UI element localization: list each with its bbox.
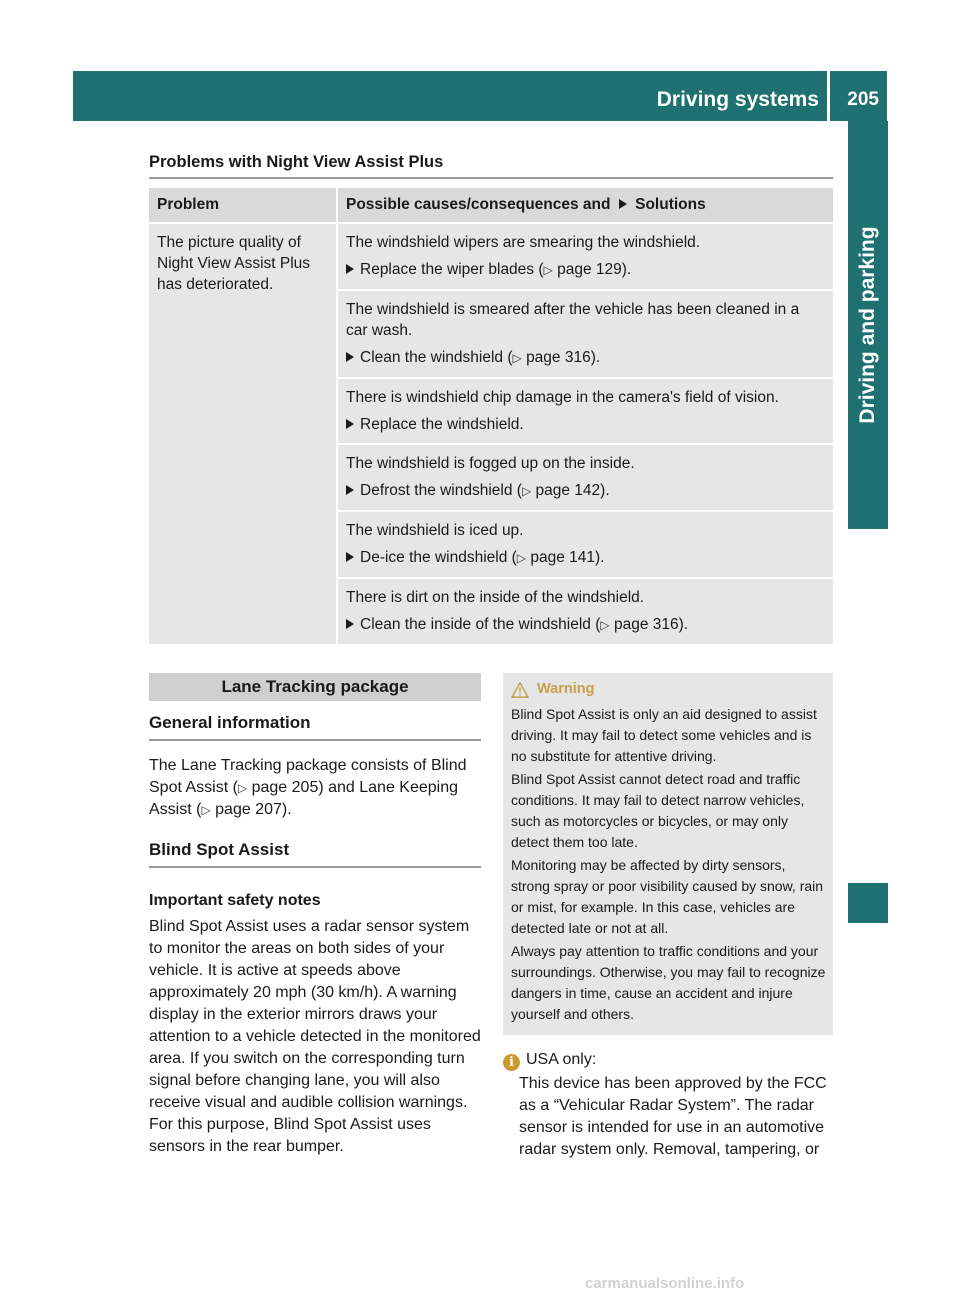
cause-text: The windshield is smeared after the vehicle has been cleaned in a car wash. (346, 301, 800, 339)
cause-text: The windshield wipers are smearing the windshield. (346, 234, 701, 251)
header-divider (827, 71, 830, 121)
left-column (149, 673, 481, 1158)
warning-box (503, 673, 833, 1035)
page-number: 205 (847, 89, 879, 110)
cause-cell (337, 444, 833, 511)
warning-paragraph: Blind Spot Assist is only an aid designed to assist driving. It may fail to detect some vehicles and is no substitute for attentive driving. (511, 706, 817, 764)
warning-paragraph: Blind Spot Assist cannot detect road and traffic conditions. It may fail to detect narrow vehicles, such as motorcycles or bicycles, or may only detect them too late. (511, 771, 805, 850)
page-ref-icon: ▷ (237, 781, 248, 795)
cause-text: The windshield is iced up. (346, 522, 524, 539)
col-header-problem: Problem (149, 188, 337, 223)
arrow-icon (346, 485, 354, 495)
warning-triangle-icon (511, 682, 529, 698)
solution (346, 480, 825, 502)
solution (346, 547, 825, 569)
page-ref-icon: ▷ (543, 263, 553, 277)
arrow-icon (346, 619, 354, 629)
blind-spot-heading: Blind Spot Assist (149, 839, 481, 868)
side-marker (848, 883, 888, 923)
solution-text: Defrost the windshield ( (360, 482, 522, 499)
page-ref-icon: ▷ (512, 351, 522, 365)
problem-cell: The picture quality of Night View Assist Plus has deteriorated. (149, 223, 337, 645)
cause-cell (337, 290, 833, 378)
cause-text: There is dirt on the inside of the windshield. (346, 589, 645, 606)
warning-paragraph: Always pay attention to traffic conditions and your surroundings. Otherwise, you may fail to recognize dangers in time, cause an accident and injure yourself and others. (511, 943, 826, 1022)
arrow-icon (346, 552, 354, 562)
solution (346, 614, 825, 636)
arrow-icon (346, 419, 354, 429)
table-header-row (149, 188, 833, 223)
cause-cell (337, 223, 833, 290)
info-icon: i (503, 1054, 520, 1071)
lane-tracking-heading: Lane Tracking package (149, 673, 481, 701)
section-title: Problems with Night View Assist Plus (149, 153, 444, 171)
solution-ref: page 316). (613, 616, 689, 633)
warning-header (511, 679, 826, 700)
problems-table (149, 188, 833, 646)
side-tab-label: Driving and parking (856, 226, 879, 424)
arrow-icon (346, 352, 354, 362)
solution-ref: page 316). (526, 349, 601, 366)
arrow-icon (619, 199, 627, 209)
solution (346, 414, 825, 435)
cause-text: The windshield is fogged up on the inside. (346, 455, 635, 472)
chapter-title: Driving systems (656, 88, 819, 111)
arrow-icon (346, 264, 354, 274)
table-row (149, 223, 833, 290)
solution-ref: page 129). (557, 261, 632, 278)
general-info-text: The Lane Tracking package consists of Blind Spot Assist (▷ page 205) and Lane Keeping Assist (▷ page 207). (149, 757, 467, 818)
info-label: USA only: (526, 1051, 597, 1068)
footer-watermark: carmanualsonline.info (585, 1275, 745, 1292)
cause-cell (337, 578, 833, 645)
solution-text: Clean the inside of the windshield ( (360, 616, 601, 633)
page-ref-icon: ▷ (521, 484, 532, 498)
solution (346, 347, 825, 369)
page-ref-icon: ▷ (600, 618, 610, 632)
col-header-causes: Possible causes/consequences and Solutions (337, 188, 833, 223)
solution-text: De-ice the windshield ( (360, 549, 517, 566)
cause-text: There is windshield chip damage in the camera's field of vision. (346, 389, 779, 406)
warning-title: Warning (537, 681, 595, 697)
general-info-heading: General information (149, 712, 481, 741)
section-rule (149, 177, 833, 179)
info-text: This device has been approved by the FCC as a “Vehicular Radar System”. The radar sensor is intended for use in an automotive radar system only. Removal, tampering, or (519, 1075, 827, 1158)
cause-cell (337, 378, 833, 444)
solution-ref: page 142). (535, 482, 610, 499)
right-column (503, 673, 833, 1161)
solution-text: Replace the windshield. (360, 416, 524, 433)
solution-ref: page 141). (530, 549, 605, 566)
solution-text: Clean the windshield ( (360, 349, 513, 366)
safety-notes-heading: Important safety notes (149, 892, 321, 909)
solution (346, 259, 825, 281)
safety-notes-text: Blind Spot Assist uses a radar sensor system to monitor the areas on both sides of your vehicle. It is active at speeds above approximately 20 mph (30 km/h). A warning display in the exterior mirrors draws your attention to a vehicle detected in the monitored area. If you switch on the corresponding turn signal before changing lane, you will also receive visual and audible collision warnings. For this purpose, Blind Spot Assist uses sensors in the rear bumper. (149, 918, 481, 1155)
solution-text: Replace the wiper blades ( (360, 261, 544, 278)
page-ref-icon: ▷ (201, 803, 211, 817)
page-ref-icon: ▷ (516, 551, 527, 565)
header-bar (73, 71, 887, 121)
warning-paragraph: Monitoring may be affected by dirty sensors, strong spray or poor visibility caused by snow, rain or mist, for example. In this case, vehicles are detected late or not at all. (511, 857, 824, 936)
cause-cell (337, 511, 833, 578)
info-note (503, 1049, 833, 1161)
